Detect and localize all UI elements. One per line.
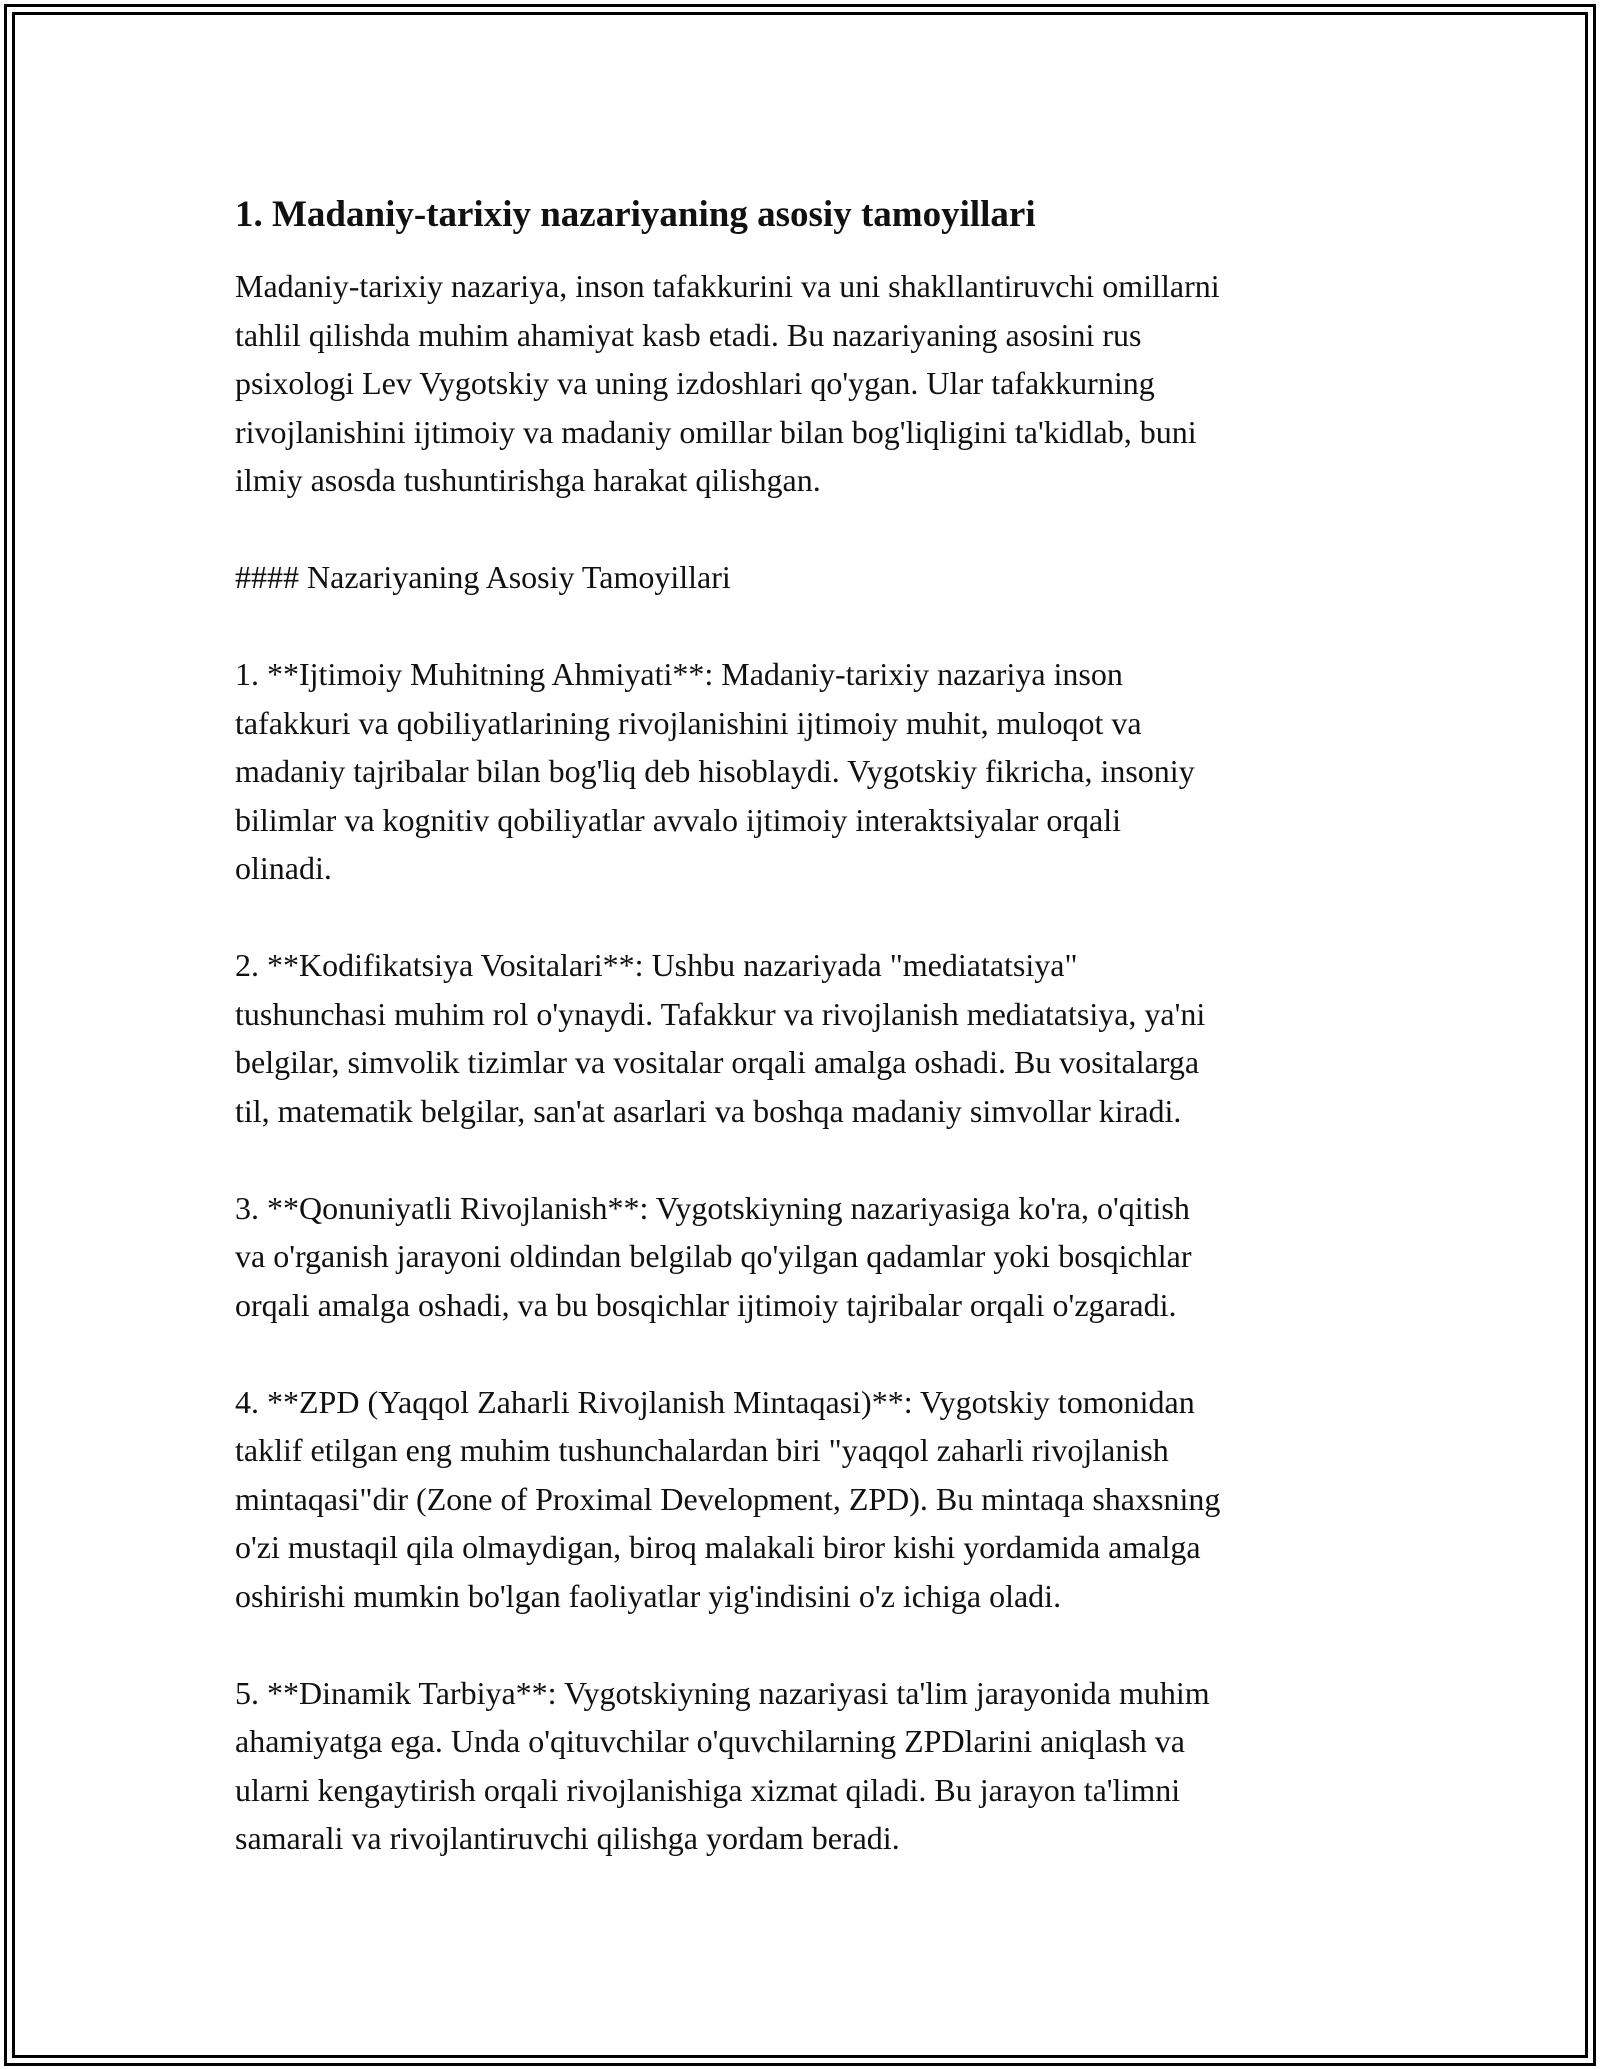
principle-4-paragraph: 4. **ZPD (Yaqqol Zaharli Rivojlanish Mintaqasi)**: Vygotskiy tomonidan taklif etilgan eng muhim tushunchalardan biri "yaqqol zaharli rivojlanish mintaqasi"dir (Zone of Proximal Development, ZPD). Bu mintaqa shaxsning o'zi mustaqil qila olmaydigan, biroq malakali biror kishi yordamida amalga oshirishi mumkin bo'lgan faoliyatlar yig'indisini o'z ichiga oladi. (235, 1383, 1221, 1614)
paragraph-spacer (235, 1329, 1370, 1378)
principle-5-paragraph: 5. **Dinamik Tarbiya**: Vygotskiyning nazariyasi ta'lim jarayonida muhim ahamiyatga ega. Unda o'qituvchilar o'quvchilarning ZPDlarini aniqlash va ularni kengaytirish orqali rivojlanishiga xizmat qiladi. Bu jarayon ta'limni samarali va rivojlantiruvchi qilishga yordam beradi. (235, 1674, 1210, 1856)
paragraph-spacer (235, 505, 1370, 554)
principle-2-paragraph: 2. **Kodifikatsiya Vositalari**: Ushbu nazariyada "mediatatsiya" tushunchasi muhim rol o'ynaydi. Tafakkur va rivojlanish mediatatsiya, ya'ni belgilar, simvolik tizimlar va vositalar orqali amalga oshadi. Bu vositalarga til, matematik belgilar, san'at asarlari va boshqa madaniy simvollar kiradi. (235, 947, 1206, 1129)
document-page (235, 186, 1370, 1863)
document-title: 1. Madaniy-tarixiy nazariyaning asosiy tamoyillari (235, 194, 1036, 235)
principle-3-paragraph: 3. **Qonuniyatli Rivojlanish**: Vygotskiyning nazariyasiga ko'ra, o'qitish va o'rganish jarayoni oldindan belgilab qo'yilgan qadamlar yoki bosqichlar orqali amalga oshadi, va bu bosqichlar ijtimoiy tajribalar orqali o'zgaradi. (235, 1189, 1192, 1323)
section-heading-paragraph: #### Nazariyaning Asosiy Tamoyillari (235, 559, 731, 595)
paragraph-spacer (235, 602, 1370, 651)
paragraph-spacer (235, 893, 1370, 942)
paragraph-spacer (235, 1620, 1370, 1669)
paragraph-spacer (235, 1135, 1370, 1184)
intro-paragraph: Madaniy-tarixiy nazariya, inson tafakkurini va uni shakllantiruvchi omillarni tahlil qilishda muhim ahamiyat kasb etadi. Bu nazariyaning asosini rus psixologi Lev Vygotskiy va uning izdoshlari qo'ygan. Ular tafakkurning rivojlanishini ijtimoiy va madaniy omillar bilan bog'liqligini ta'kidlab, buni ilmiy asosda tushuntirishga harakat qilishgan. (235, 268, 1220, 498)
principle-1-paragraph: 1. **Ijtimoiy Muhitning Ahmiyati**: Madaniy-tarixiy nazariya inson tafakkuri va qobiliyatlarining rivojlanishini ijtimoiy muhit, muloqot va madaniy tajribalar bilan bog'liq deb hisoblaydi. Vygotskiy fikricha, insoniy bilimlar va kognitiv qobiliyatlar avvalo ijtimoiy interaktsiyalar orqali olinadi. (235, 656, 1195, 886)
